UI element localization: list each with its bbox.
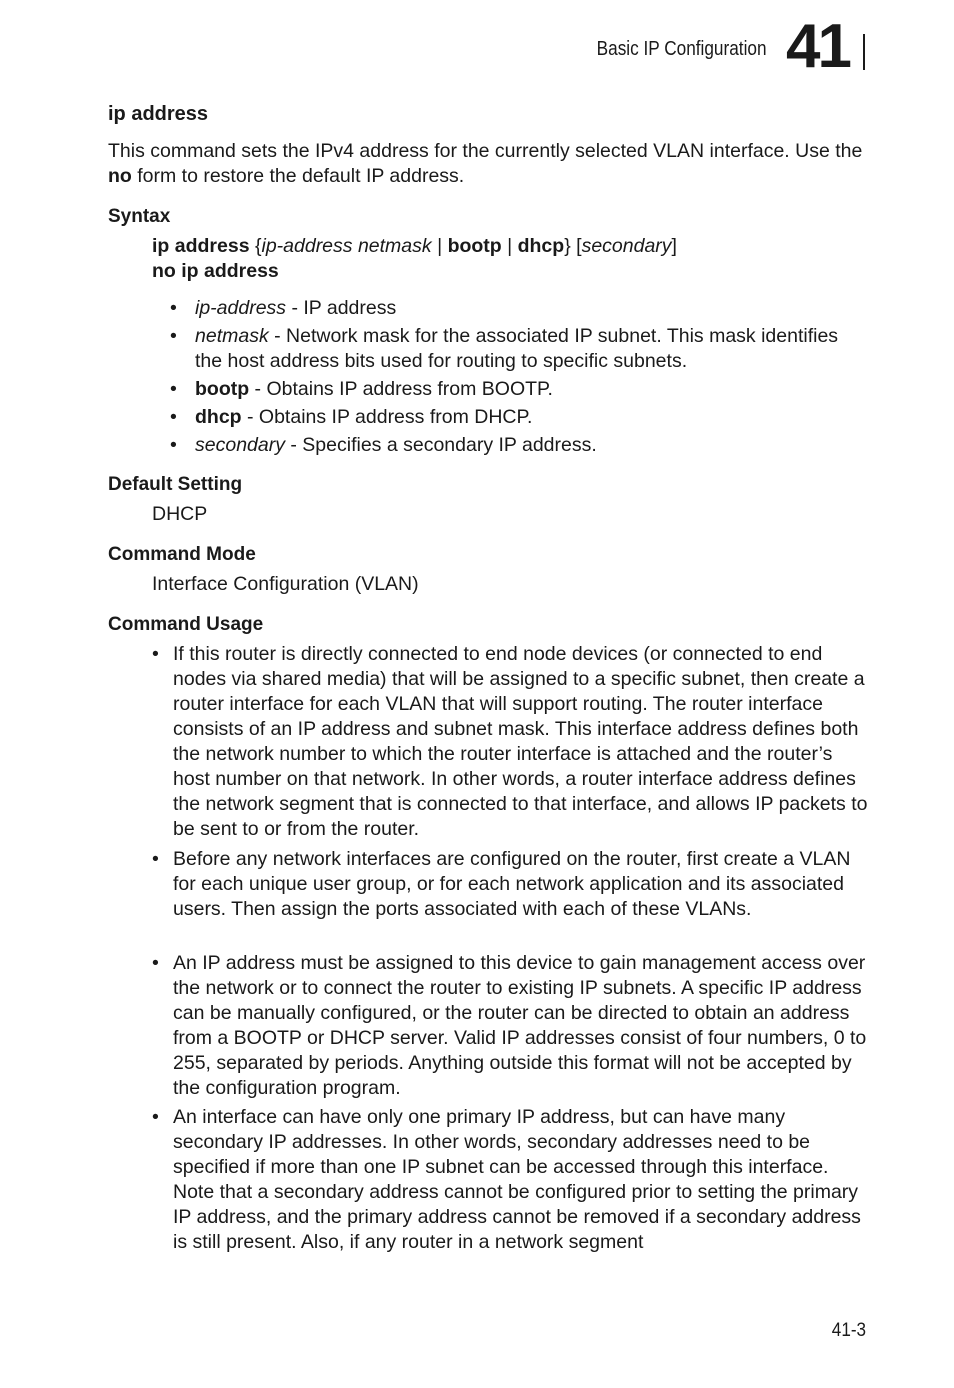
running-header-title: Basic IP Configuration <box>597 38 767 60</box>
command-description: This command sets the IPv4 address for the currently selected VLAN interface. Use the no form to restore the default IP address. <box>108 140 863 187</box>
default-setting-heading: Default Setting <box>108 474 243 495</box>
syntax-line: ip address {ip-address netmask | bootp | dhcp} [secondary] <box>152 235 677 257</box>
default-setting-value: DHCP <box>152 503 208 525</box>
syntax-heading: Syntax <box>108 206 171 227</box>
command-usage-heading: Command Usage <box>108 614 264 635</box>
chapter-number: 41 <box>786 12 849 81</box>
command-mode-value: Interface Configuration (VLAN) <box>152 573 419 595</box>
syntax-no-line: no ip address <box>152 260 279 282</box>
command-mode-heading: Command Mode <box>108 544 256 565</box>
command-title: ip address <box>108 103 209 125</box>
header-rule <box>863 34 865 70</box>
page-number: 41-3 <box>831 1320 866 1341</box>
